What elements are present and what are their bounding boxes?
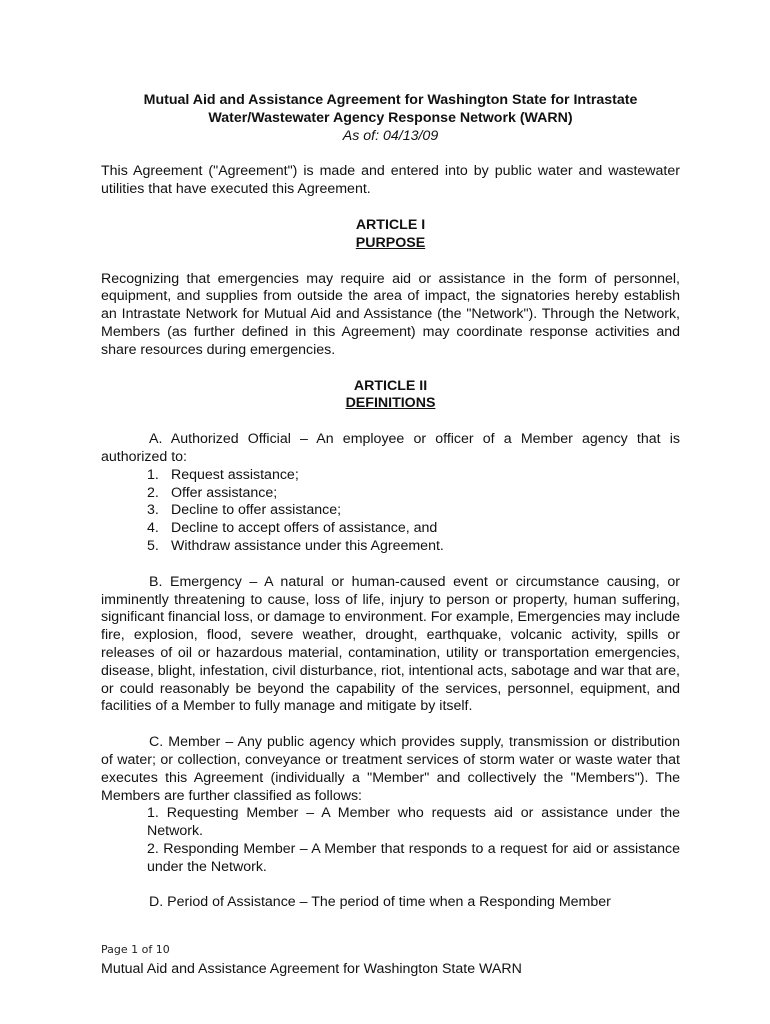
list-item: 4. Decline to accept offers of assistance, and: [147, 520, 438, 537]
article-1-number: ARTICLE I: [355, 216, 426, 233]
article-1-heading: [101, 217, 680, 253]
article-2-heading: [101, 378, 680, 414]
list-item: 2. Responding Member – A Member that responds to a request for aid or assistance under the Network.: [147, 840, 680, 875]
list-item: 3. Decline to offer assistance;: [147, 502, 342, 519]
list-item: 1. Requesting Member – A Member who requests aid or assistance under the Network.: [147, 805, 680, 840]
article-1-title: PURPOSE: [355, 234, 426, 251]
article-2-number: ARTICLE II: [353, 377, 428, 394]
definition-b: B. Emergency – A natural or human-caused event or circumstance causing, or imminently threatening to cause, loss of life, injury to person or property, human suffering, significant financial loss, or damage to environment. For example, Emergencies may include fire, explosion, flood, severe weather, drought, earthquake, volcanic activity, spills or releases of oil or hazardous material, contamination, utility or transportation emergencies, disease, blight, infestation, civil disturbance, riot, intentional acts, sabotage and war that are, or could reasonably be beyond the capability of the services, personnel, equipment, and facilities of a Member to fully manage and mitigate by itself.: [101, 573, 680, 715]
article-2-title: DEFINITIONS: [345, 395, 436, 412]
intro-paragraph: This Agreement ("Agreement") is made and entered into by public water and wastewater utilities that have executed this Agreement.: [101, 163, 680, 198]
page-number: Page 1 of 10: [101, 943, 170, 956]
footer-title: Mutual Aid and Assistance Agreement for Washington State WARN: [101, 961, 522, 977]
definition-c: C. Member – Any public agency which provides supply, transmission or distribution of water; or collection, conveyance or treatment services of storm water or waste water that executes this Agreement (individually a "Member" and collectively the "Members"). The Members are further classified as follows:: [101, 734, 680, 804]
document-title-line1: Mutual Aid and Assistance Agreement for Washington State for Intrastate: [143, 92, 638, 108]
as-of-date: As of: 04/13/09: [342, 127, 439, 144]
document-title-line2: Water/Wastewater Agency Response Network (WARN): [208, 109, 573, 126]
definition-a-list: [101, 467, 680, 556]
document-body: [101, 92, 680, 912]
definition-c-list: [101, 805, 680, 876]
list-item: 5. Withdraw assistance under this Agreement.: [147, 537, 444, 554]
definition-a: A. Authorized Official – An employee or officer of a Member agency that is authorized to:: [101, 431, 680, 465]
purpose-paragraph: Recognizing that emergencies may require aid or assistance in the form of personnel, equipment, and supplies from outside the area of impact, the signatories hereby establish an Intrastate Network for Mutual Aid and Assistance (the "Network"). Through the Network, Members (as further defined in this Agreement) may coordinate response activities and share resources during emergencies.: [101, 270, 680, 358]
definition-d: D. Period of Assistance – The period of time when a Responding Member: [149, 894, 611, 911]
list-item: 1. Request assistance;: [147, 466, 299, 483]
list-item: 2. Offer assistance;: [147, 484, 278, 501]
